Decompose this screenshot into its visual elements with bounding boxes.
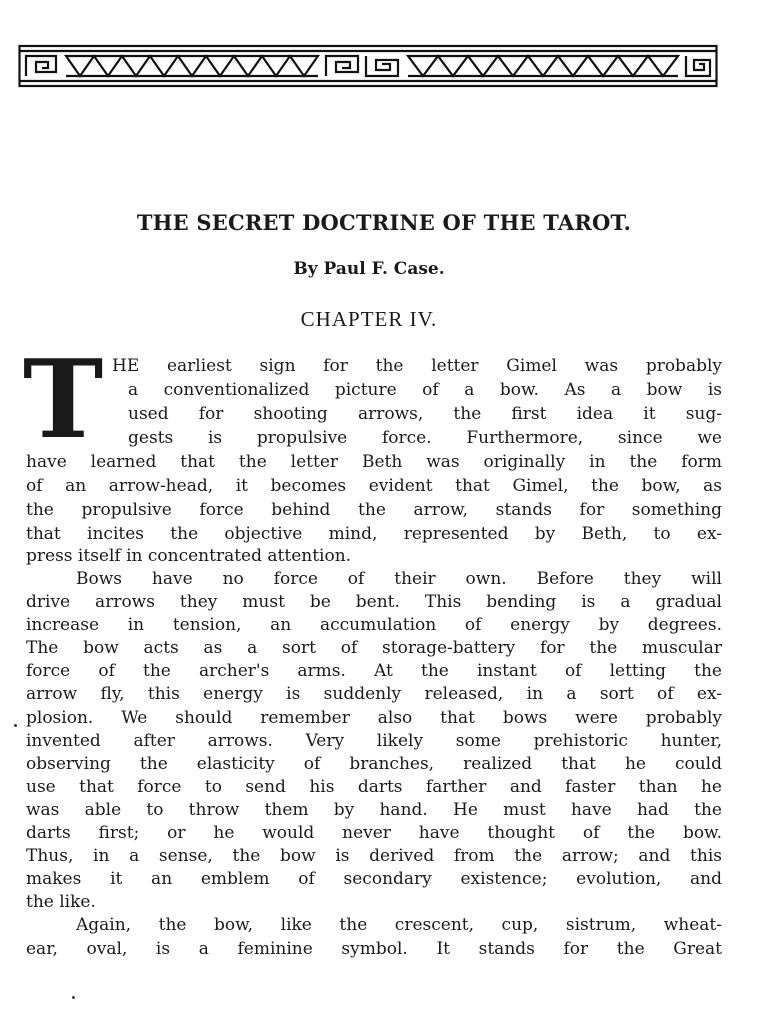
text-line: makes it an emblem of secondary existence; evolution, and — [26, 869, 722, 889]
text-line: used for shooting arrows, the first idea it sug- — [128, 404, 722, 424]
text-line: Thus, in a sense, the bow is derived from the arrow; and this — [26, 846, 722, 866]
text-line: gests is propulsive force. Furthermore, since we — [128, 428, 722, 448]
text-line: the like. — [26, 892, 96, 912]
scan-speck — [14, 724, 17, 727]
text-line: the propulsive force behind the arrow, stands for something — [26, 500, 722, 520]
text-line: ear, oval, is a feminine symbol. It stands for the Great — [26, 939, 722, 959]
scan-speck — [72, 996, 75, 999]
text-line: was able to throw them by hand. He must have had the — [26, 800, 722, 820]
text-line: a conventionalized picture of a bow. As a bow is — [128, 380, 722, 400]
drop-cap: T — [22, 337, 104, 463]
text-line: force of the archer's arms. At the instant of letting the — [26, 661, 722, 681]
chapter-heading: CHAPTER IV. — [300, 307, 438, 331]
text-line: The bow acts as a sort of storage-battery for the muscular — [26, 638, 722, 658]
text-line: have learned that the letter Beth was originally in the form — [26, 452, 722, 472]
greek-key-border — [18, 42, 718, 90]
text-line: arrow fly, this energy is suddenly released, in a sort of ex- — [26, 684, 722, 704]
text-line: that incites the objective mind, represented by Beth, to ex- — [26, 524, 722, 544]
author-byline: By Paul F. Case. — [293, 259, 445, 279]
text-line: HE earliest sign for the letter Gimel was probably — [112, 356, 722, 376]
text-line: press itself in concentrated attention. — [26, 546, 352, 566]
text-line: observing the elasticity of branches, realized that he could — [26, 754, 722, 774]
article-title: THE SECRET DOCTRINE OF THE TAROT. — [136, 210, 632, 235]
text-line: Again, the bow, like the crescent, cup, sistrum, wheat- — [76, 915, 722, 935]
text-line: use that force to send his darts farther and faster than he — [26, 777, 722, 797]
text-line: of an arrow-head, it becomes evident that Gimel, the bow, as — [26, 476, 722, 496]
text-line: Bows have no force of their own. Before they will — [76, 569, 722, 589]
text-line: drive arrows they must be bent. This bending is a gradual — [26, 592, 722, 612]
text-line: increase in tension, an accumulation of energy by degrees. — [26, 615, 722, 635]
text-line: plosion. We should remember also that bows were probably — [26, 708, 722, 728]
text-line: darts first; or he would never have thought of the bow. — [26, 823, 722, 843]
text-line: invented after arrows. Very likely some prehistoric hunter, — [26, 731, 722, 751]
